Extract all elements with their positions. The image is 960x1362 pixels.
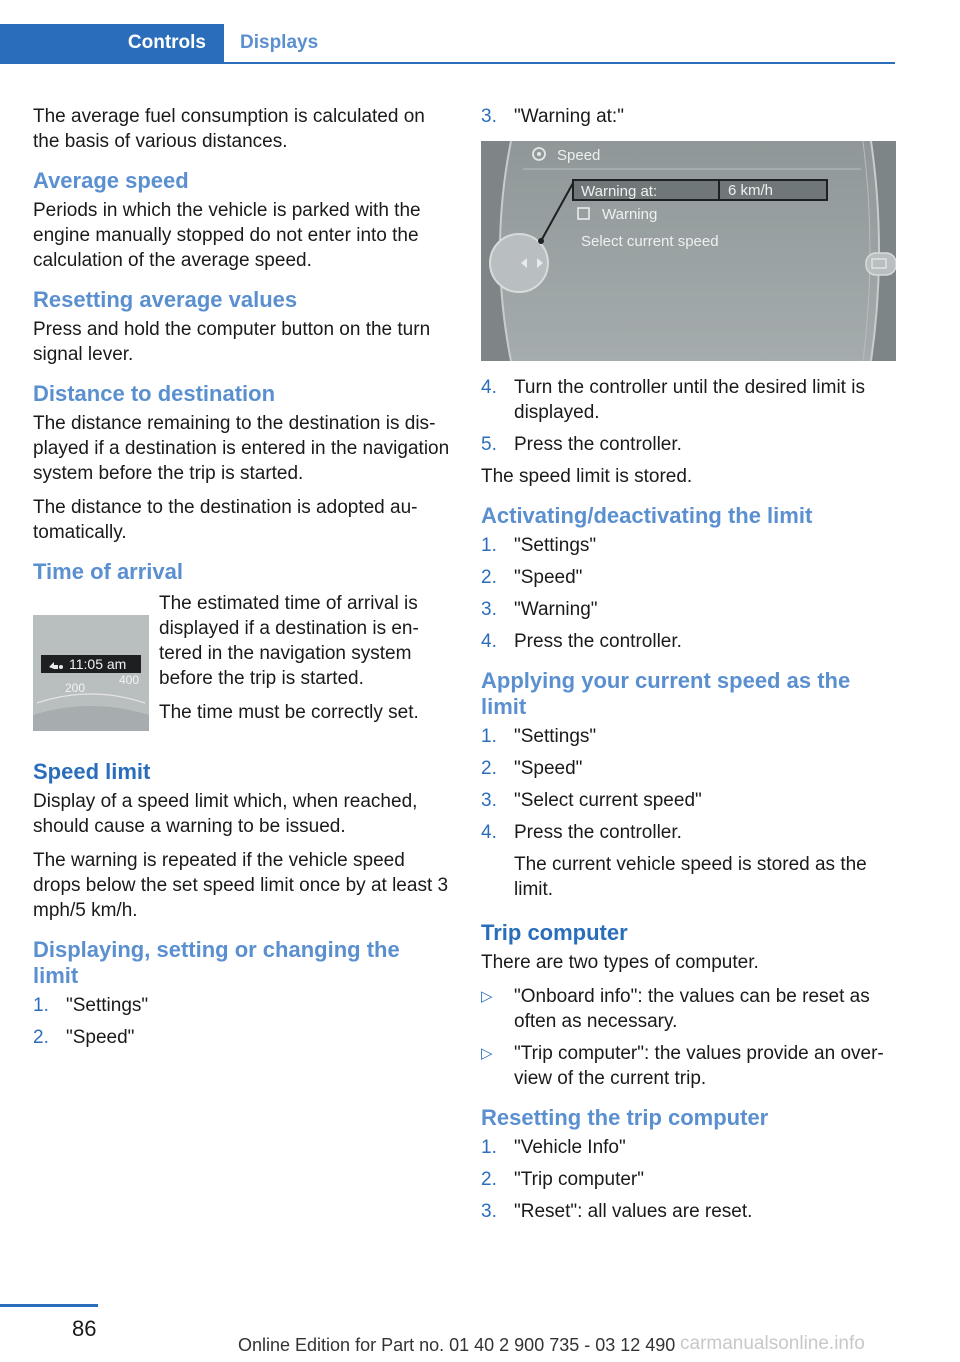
list-item: 4. Turn the controller until the desired limit is displayed. xyxy=(481,377,865,423)
heading-trip-computer: Trip computer xyxy=(481,920,628,945)
limit-stored-text: The speed limit is stored. xyxy=(481,466,693,487)
screen-row-value: 6 km/h xyxy=(728,182,774,199)
heading-speed-limit: Speed limit xyxy=(33,759,151,784)
list-item: 2. "Trip computer" xyxy=(481,1169,644,1190)
list-item: 2. "Speed" xyxy=(481,567,583,588)
list-item: 4. Press the controller. xyxy=(481,631,682,652)
arrival-text-1: The estimated time of arrival is displayed if a destination is entered in the navigation system before the trip is started. xyxy=(159,593,419,689)
speed-settings-screen-image xyxy=(481,141,896,361)
list-item: 3. "Reset": all values are reset. xyxy=(481,1201,753,1222)
list-item: 3. "Select current speed" xyxy=(481,790,702,811)
gauge-tick-400: 400 xyxy=(119,673,140,687)
speed-limit-text-2: The warning is repeated if the vehicle speed drops below the set speed limit once by at least 3 mph/5 km/h. xyxy=(33,850,449,921)
apply-note: The current vehicle speed is stored as the limit. xyxy=(514,854,867,900)
heading-distance-destination: Distance to destination xyxy=(33,381,276,406)
resetting-average-text: Press and hold the computer button on the turn signal lever. xyxy=(33,319,431,365)
heading-resetting-average: Resetting average values xyxy=(33,287,298,312)
list-item: 1. "Vehicle Info" xyxy=(481,1137,626,1158)
list-item: ▷ "Trip computer": the values provide an overview of the current trip. xyxy=(481,1043,884,1089)
heading-average-speed: Average speed xyxy=(33,168,189,193)
tab-controls[interactable]: Controls xyxy=(0,24,224,62)
list-item: 1. "Settings" xyxy=(481,535,597,556)
list-item: ▷ "Onboard info": the values can be reset as often as necessary. xyxy=(481,986,870,1032)
display-setting-steps xyxy=(33,993,451,1050)
list-item: 3. "Warning" xyxy=(481,599,598,620)
footer-rule xyxy=(0,1304,98,1307)
heading-resetting-trip: Resetting the trip computer xyxy=(481,1105,769,1130)
distance-text-2: The distance to the destination is adopted automatically. xyxy=(33,497,418,543)
arrival-time: 11:05 am xyxy=(69,656,127,672)
screen-row-warning: Warning xyxy=(602,206,658,223)
list-item: 4. Press the controller. xyxy=(481,822,682,843)
edition-text: Online Edition for Part no. 01 40 2 900 735 - 03 12 490 xyxy=(238,1335,676,1355)
gauge-tick-200: 200 xyxy=(65,681,86,695)
list-item: 1. "Settings" xyxy=(481,726,597,747)
tab-displays[interactable]: Displays xyxy=(240,32,319,53)
trip-computer-bullets xyxy=(481,984,896,1091)
arrival-block xyxy=(33,591,451,741)
list-item: 1. "Settings" xyxy=(33,995,149,1016)
activate-steps xyxy=(481,533,896,654)
intro-text: The average fuel consumption is calculated on the basis of various distances. xyxy=(33,106,425,152)
trip-computer-text: There are two types of computer. xyxy=(481,952,759,973)
heading-applying-current-speed: Applying your current speed as the limit xyxy=(481,668,851,719)
distance-text-1: The distance remaining to the destination is displayed if a destination is entered in the navigation system before the trip is started. xyxy=(33,413,450,484)
arrival-display-image xyxy=(33,615,149,731)
reset-trip-steps xyxy=(481,1135,896,1224)
average-speed-text: Periods in which the vehicle is parked with the engine manually stopped do not enter into the calculation of the average speed. xyxy=(33,200,421,271)
apply-steps xyxy=(481,724,896,845)
steps-after-screen xyxy=(481,375,896,457)
arrival-text-2: The time must be correctly set. xyxy=(159,702,419,723)
list-item: 3. "Warning at:" xyxy=(481,106,624,127)
screen-header: Speed xyxy=(557,147,601,164)
heading-activating-limit: Activating/deactivating the limit xyxy=(481,503,813,528)
watermark: carmanualsonline.info xyxy=(680,1333,865,1354)
heading-display-setting-limit: Displaying, setting or changing the limit xyxy=(33,937,400,988)
screen-row-warning-at: Warning at: xyxy=(581,183,658,200)
section-tabs xyxy=(0,24,895,64)
screen-row-select: Select current speed xyxy=(581,233,719,250)
display-setting-steps-cont xyxy=(481,104,896,129)
list-item: 2. "Speed" xyxy=(33,1027,135,1048)
right-column xyxy=(481,104,896,1231)
list-item: 2. "Speed" xyxy=(481,758,583,779)
page-number: 86 xyxy=(72,1316,97,1341)
speed-limit-text-1: Display of a speed limit which, when reached, should cause a warning to be issued. xyxy=(33,791,418,837)
left-column xyxy=(33,104,451,1057)
heading-time-arrival: Time of arrival xyxy=(33,559,183,584)
arrival-text xyxy=(159,591,451,734)
list-item: 5. Press the controller. xyxy=(481,434,682,455)
